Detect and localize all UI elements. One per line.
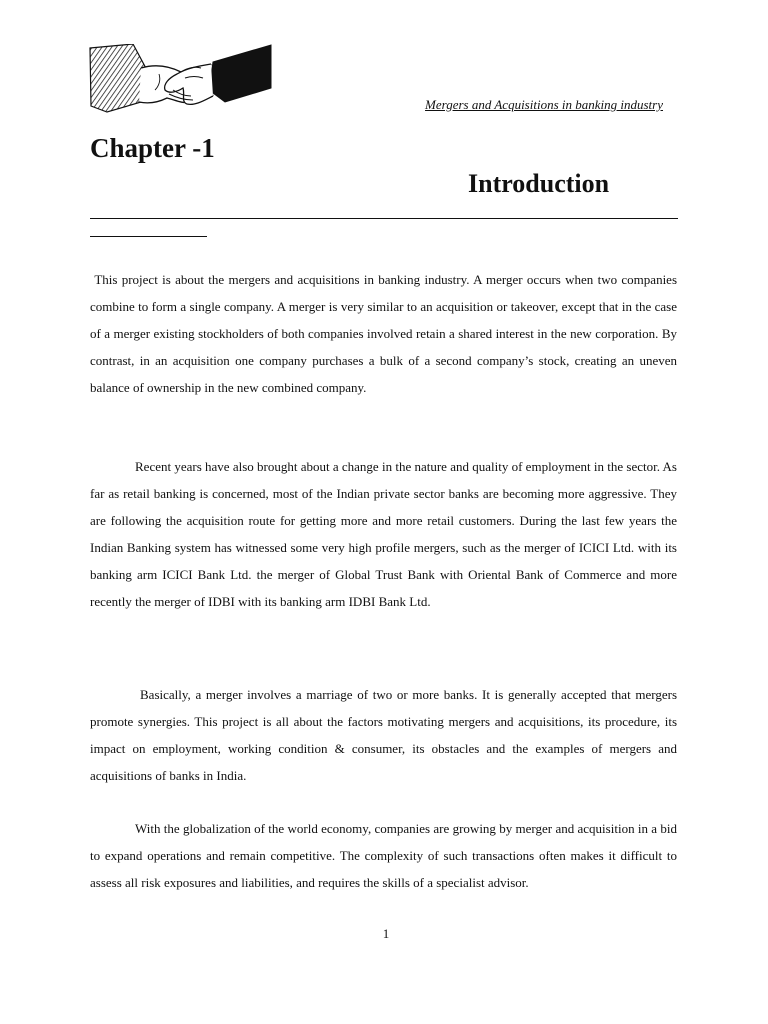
title-underline-short xyxy=(90,236,207,237)
title-underline xyxy=(90,218,678,219)
paragraph-intro: This project is about the mergers and acquisitions in banking industry. A merger occurs when two companies combine to form a single company. A merger is very similar to an acquisition or takeover, except that in the case of a merger existing stockholders of both companies involved retain a shared interest in the new corporation. By contrast, in an acquisition one company purchases a bulk of a second company’s stock, creating an uneven balance of ownership in the new combined company. xyxy=(90,272,681,395)
paragraph-globalization: With the globalization of the world economy, companies are growing by merger and acquisition in a bid to expand operations and remain competitive. The complexity of such transactions often makes it difficult to assess all risk exposures and liabilities, and requires the skills of a specialist advisor. xyxy=(90,821,677,890)
chapter-title: Chapter -1 xyxy=(90,133,215,163)
paragraph-recent-years: Recent years have also brought about a change in the nature and quality of employment in the sector. As far as retail banking is concerned, most of the Indian private sector banks are becoming more aggressive. They are following the acquisition route for getting more and more retail customers. During the last few years the Indian Banking system has witnessed some very high profile mergers, such as the merger of ICICI Ltd. with its banking arm ICICI Bank Ltd. the merger of Global Trust Bank with Oriental Bank of Commerce and more recently the merger of IDBI with its banking arm IDBI Bank Ltd. xyxy=(90,459,677,609)
section-title: Introduction xyxy=(468,169,610,198)
handshake-icon xyxy=(89,44,273,114)
running-header: Mergers and Acquisitions in banking industry xyxy=(425,97,663,112)
page-number: 1 xyxy=(382,926,390,941)
paragraph-basically: Basically, a merger involves a marriage of two or more banks. It is generally accepted that mergers promote synergies. This project is all about the factors motivating mergers and acquisitions, its procedure, its impact on employment, working condition & consumer, its obstacles and the examples of mergers and acquisitions of banks in India. xyxy=(90,687,677,783)
